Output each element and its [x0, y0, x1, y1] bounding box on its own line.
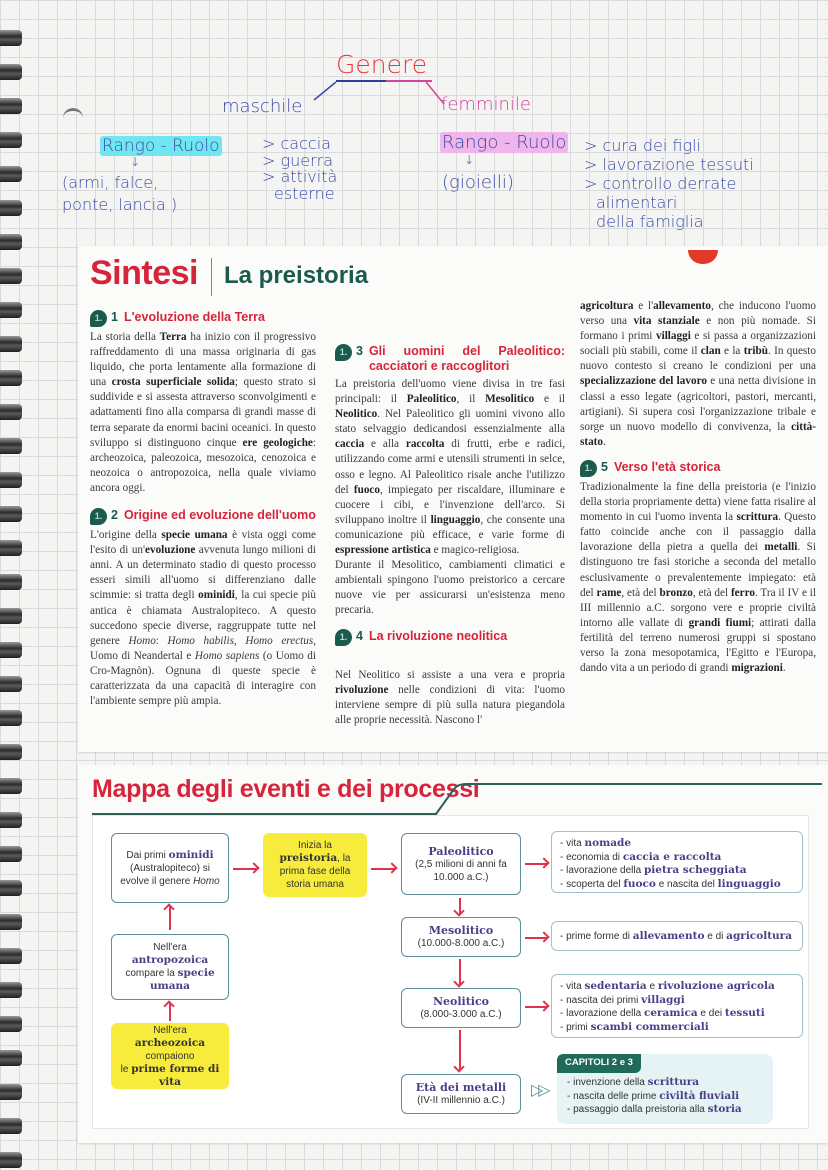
- male-items: (armi, falce, ponte, lancia ): [62, 173, 178, 214]
- down-arrow-icon: ↓: [464, 153, 475, 167]
- male-rank-role: Rango - Ruolo: [102, 136, 220, 156]
- arrow-right-icon: [371, 868, 395, 870]
- list-neolitico: - vita sedentaria e rivoluzione agricola - nascita dei primi villaggi - lavorazione della ceramica e dei tessuti - primi scambi commerciali: [551, 974, 803, 1038]
- double-arrow-icon: ▷▷: [531, 1080, 546, 1099]
- list-paleolitico: - vita nomade - economia di caccia e raccolta - lavorazione della pietra scheggiata - scoperta del fuoco e nascita del linguaggio: [551, 831, 803, 893]
- section-4-heading: 1. 4 La rivoluzione neolitica: [335, 629, 565, 646]
- arrow-up-icon: [169, 1003, 171, 1021]
- branch-lines-icon: [300, 80, 460, 110]
- column-3: [580, 299, 816, 676]
- chapter-badge-icon: 1.: [580, 460, 597, 477]
- list-mesolitico: - prime forme di allevamento e di agricoltura: [551, 921, 803, 951]
- chapter-badge-icon: 1.: [335, 629, 352, 646]
- column-1: [90, 304, 316, 709]
- male-roles: > caccia > guerra > attività esterne: [262, 134, 338, 203]
- box-archeozoica: Nell'era archeozoica compaiono le prime forme di vita: [111, 1023, 229, 1089]
- map-title: Mappa degli eventi e dei processi: [92, 775, 480, 803]
- section-2-text: L'origine della specie umana è vista oggi come l'esito di un'evoluzione avvenuta lungo milioni di anni. A un determinato stadio di questo processo esseri simili all'uomo si differenziano dalle scimmie: si tratta degli ominidi, la cui specie più antica è chiamata Australopiteco. A questo succedono specie diverse, raggruppate tutte nel genere Homo: Homo habilis, Homo erectus, Uomo di Neandertal e Homo sapiens (o Uomo di Cro-Magnòn). Ognuna di queste specie è caratterizzata da una capacità di interagire con l'ambiente sempre più ampia.: [90, 529, 317, 708]
- box-neolitico: Neolitico (8.000-3.000 a.C.): [401, 988, 521, 1028]
- arrow-up-icon: [169, 906, 171, 930]
- capitoli-tag: CAPITOLI 2 e 3: [557, 1054, 641, 1073]
- map-sheet: [78, 765, 828, 1143]
- arrow-right-icon: [233, 868, 257, 870]
- box-antropozoica: Nell'era antropozoica compare la specie umana: [111, 934, 229, 1000]
- box-paleolitico: Paleolitico (2,5 milioni di anni fa 10.000 a.C.): [401, 833, 521, 895]
- chapter-badge-icon: 1.: [90, 508, 107, 525]
- arrow-right-icon: [525, 1006, 547, 1008]
- male-label: maschile: [222, 96, 303, 117]
- capitoli-box: CAPITOLI 2 e 3 - invenzione della scrittura - nascita delle prime civiltà fluviali - passaggio dalla preistoria alla storia: [557, 1054, 773, 1124]
- section-5-heading: 1. 5 Verso l'età storica: [580, 460, 816, 477]
- notes-title: Genere: [336, 50, 428, 79]
- title-rule-curve: [434, 779, 824, 819]
- arrow-right-icon: [525, 863, 547, 865]
- column-2: [335, 304, 565, 649]
- section-3b-text: Durante il Mesolitico, cambiamenti climatici e ambientali spingono l'uomo preistorico a cercare nuove vie per assicurarsi un'esistenza meno precaria.: [335, 559, 565, 617]
- sintesi-sheet: [78, 246, 828, 752]
- box-ominidi: Dai primi ominidi (Australopiteco) si evolve il genere Homo: [111, 833, 229, 903]
- arrow-down-icon: [459, 1030, 461, 1070]
- chapter-badge-icon: 1.: [335, 344, 352, 361]
- box-eta-metalli: Età dei metalli (IV-II millennio a.C.): [401, 1074, 521, 1114]
- section-1-text: La storia della Terra ha inizio con il progressivo raffreddamento di una massa originaria di gas liquido, che porta lentamente alla formazione di una crosta superficiale solida; questo strato si suddivide e si assesta attraverso sconvolgimenti e adattamenti fino alla comparsa di grandi masse di terra separate da enormi bacini oceanici. In questo sviluppo si distinguono cinque ere geologiche: archeozoica, paleozoica, mesozoica, cenozoica e neozoica o antropozoica, nella quale viviamo ancora oggi.: [90, 331, 317, 494]
- section-3-heading: 1. 3 Gli uomini del Paleolitico: cacciatori e raccoglitori: [335, 344, 565, 374]
- box-preistoria: Inizia la preistoria, la prima fase della storia umana: [263, 833, 367, 897]
- sintesi-subtitle: La preistoria: [224, 262, 369, 289]
- chapter-badge-icon: 1.: [90, 310, 107, 327]
- arrow-down-icon: [459, 898, 461, 914]
- arrow-down-icon: [459, 959, 461, 985]
- arrow-right-icon: [525, 937, 547, 939]
- section-1-heading: 1. 1 L'evoluzione della Terra: [90, 310, 316, 327]
- section-4-text: agricoltura e l'allevamento, che inducono l'uomo verso una vita stanziale e non più nomade. Si formano i primi villaggi e si passa a organizzazioni sociali più stabili, come il clan e la tribù. In questo nuovo contesto si creano le condizioni per una specializzazione del lavoro e una netta divisione in classi a esso legate (agricoltori, pastori, mercanti, artigiani). Si supera così l'organizzazione tribale e sorge un nuovo modello di convivenza, la città-stato.: [580, 300, 816, 448]
- box-mesolitico: Mesolitico (10.000-8.000 a.C.): [401, 917, 521, 957]
- spiral-binding: [0, 0, 26, 1170]
- map-diagram: [92, 815, 809, 1129]
- punch-hole: [63, 108, 83, 128]
- sintesi-title: Sintesi: [90, 254, 198, 292]
- female-label: femminile: [441, 94, 531, 115]
- female-items: (gioielli): [442, 172, 514, 193]
- title-divider: [211, 258, 212, 296]
- section-5-text: Tradizionalmente la fine della preistoria (e l'inizio della storia propriamente detta) viene fatta risalire al momento in cui l'uomo inventa la scrittura. Questo fatto coincide anche con il passaggio dalla lavorazione della pietra a quella dei metalli. Si distinguono tre fasi storiche a seconda del metallo esclusivamente o prevalentemente impiegato: età del rame, età del bronzo, età del ferro. Tra il IV e il III millennio a.C. sorgono vere e proprie civiltà intorno alle vallate di grandi fiumi; attirati dalla fertilità del terreno numerosi gruppi si spostano verso la zona mesopotamica, l'Egitto e l'Europa, dando vita a un periodo di grandi migrazioni.: [580, 480, 816, 675]
- section-3-text: La preistoria dell'uomo viene divisa in tre fasi principali: il Paleolitico, il Mesolitico e il Neolitico. Nel Paleolitico gli uomini vivono allo stato selvaggio dedicandosi essenzialmente alla caccia e alla raccolta di frutti, erbe e radici, utilizzando come armi e utensili strumenti in selce, osso e legno. Al Paleolitico risale anche l'utilizzo del fuoco, impiegato per riscaldare, illuminare e cuocere i cibi, e l'invenzione dell'arco. Si sviluppano inoltre il linguaggio, che consente una comunicazione più efficace, e varie forme di espressione artistica e magico-religiosa.: [335, 378, 566, 557]
- section-2-heading: 1. 2 Origine ed evoluzione dell'uomo: [90, 508, 316, 525]
- female-rank-role: Rango - Ruolo: [442, 132, 567, 153]
- female-roles: > cura dei figli > lavorazione tessuti > controllo derrate alimentari della famiglia: [584, 136, 754, 231]
- page-tab-icon: [688, 250, 718, 264]
- down-arrow-icon: ↓: [130, 155, 141, 169]
- section-4-text-start: Nel Neolitico si assiste a una vera e propria rivoluzione nelle condizioni di vita: l'uomo interviene sempre di più sulla natura piegandola alle proprie necessità. Nascono l': [335, 669, 565, 727]
